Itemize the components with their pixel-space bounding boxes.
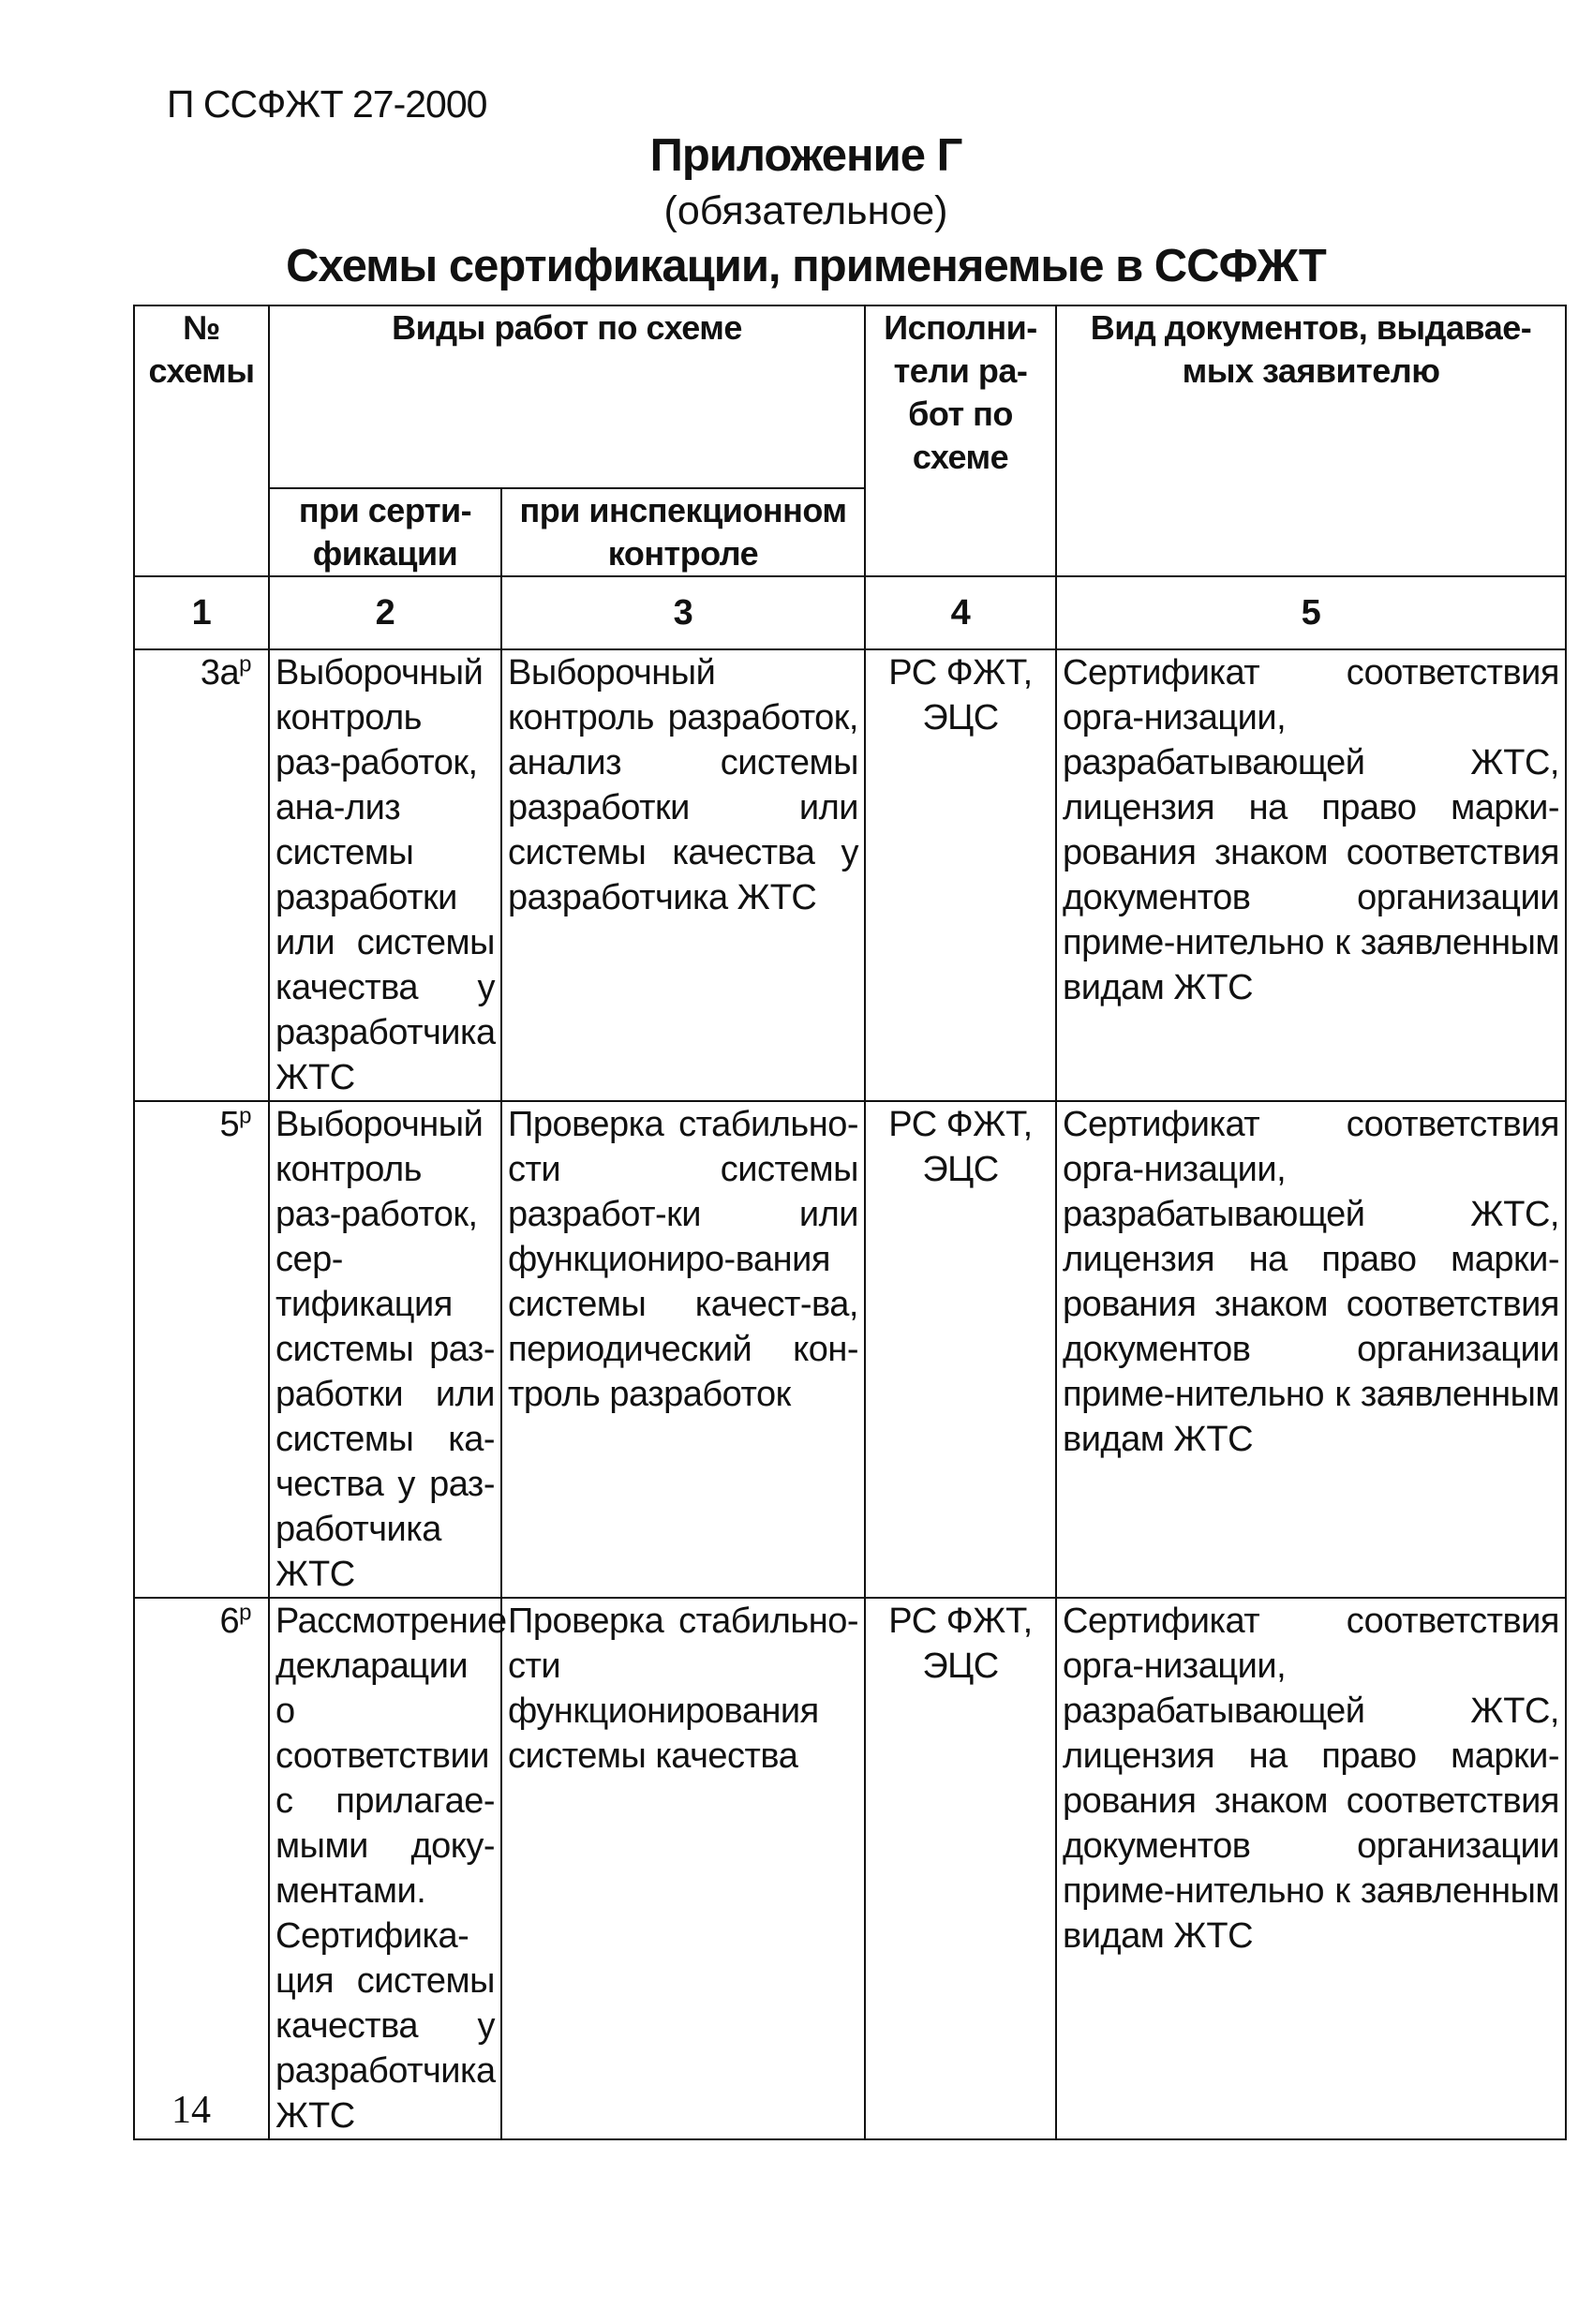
table-row [134, 1101, 1566, 1598]
column-number-row [134, 576, 1566, 649]
table-row [134, 649, 1566, 1101]
scheme-number: 3а [200, 653, 240, 693]
header-at-certification: при серти-фикации [269, 488, 501, 576]
table-row [134, 1598, 1566, 2139]
scheme-number: 6 [219, 1601, 240, 1641]
column-number: 1 [134, 576, 269, 649]
column-number: 5 [1056, 576, 1566, 649]
header-executors: Исполни-тели ра-бот по схеме [865, 305, 1056, 576]
certification-work-cell: Выборочный контроль раз-работок, сер-тификация системы раз-работки или системы ка-чества у раз-работчика ЖТС [269, 1101, 501, 1598]
documents-cell: Сертификат соответствия орга-низации, разрабатывающей ЖТС, лицензия на право марки-рования знаком соответствия документов организации приме-нительно к заявленным видам ЖТС [1056, 1101, 1566, 1598]
certification-schemes-table [133, 305, 1567, 2140]
scheme-number-cell [134, 649, 269, 1101]
scheme-number-cell [134, 1598, 269, 2139]
scheme-superscript: р [239, 651, 251, 678]
header-at-inspection: при инспекционном контроле [501, 488, 865, 576]
header-scheme-no: № схемы [134, 305, 269, 576]
scheme-superscript: р [239, 1103, 251, 1129]
certification-work-cell: Выборочный контроль раз-работок, ана-лиз системы разработки или системы качества у разработчика ЖТС [269, 649, 501, 1101]
scheme-number-cell [134, 1101, 269, 1598]
document-code: П ССФЖТ 27-2000 [167, 82, 487, 126]
scheme-number: 5 [219, 1105, 240, 1144]
certification-work-cell: Рассмотрение декларации о соответствии с прилагае-мыми доку-ментами. Сертифика-ция системы качества у разработчика ЖТС [269, 1598, 501, 2139]
inspection-work-cell: Выборочный контроль разработок, анализ системы разработки или системы качества у разработчика ЖТС [501, 649, 865, 1101]
scheme-superscript: р [239, 1600, 251, 1626]
column-number: 3 [501, 576, 865, 649]
header-row-top [134, 305, 1566, 488]
column-number: 2 [269, 576, 501, 649]
inspection-work-cell: Проверка стабильно-сти функционирования системы качества [501, 1598, 865, 2139]
appendix-title: Приложение Г [649, 130, 962, 181]
header-work-types: Виды работ по схеме [269, 305, 865, 488]
appendix-title-block [131, 127, 1481, 295]
column-number: 4 [865, 576, 1056, 649]
documents-cell: Сертификат соответствия орга-низации, разрабатывающей ЖТС, лицензия на право марки-рования знаком соответствия документов организации приме-нительно к заявленным видам ЖТС [1056, 1598, 1566, 2139]
appendix-heading: Схемы сертификации, применяемые в ССФЖТ [286, 241, 1326, 291]
page-number: 14 [171, 2089, 211, 2132]
appendix-subtitle: (обязательное) [663, 188, 948, 233]
executors-cell: РС ФЖТ, ЭЦС [865, 649, 1056, 1101]
executors-cell: РС ФЖТ, ЭЦС [865, 1598, 1056, 2139]
documents-cell: Сертификат соответствия орга-низации, разрабатывающей ЖТС, лицензия на право марки-рования знаком соответствия документов организации приме-нительно к заявленным видам ЖТС [1056, 649, 1566, 1101]
header-documents: Вид документов, выдавае-мых заявителю [1056, 305, 1566, 576]
inspection-work-cell: Проверка стабильно-сти системы разработ-ки или функциониро-вания системы качест-ва, периодический кон-троль разработок [501, 1101, 865, 1598]
executors-cell: РС ФЖТ, ЭЦС [865, 1101, 1056, 1598]
